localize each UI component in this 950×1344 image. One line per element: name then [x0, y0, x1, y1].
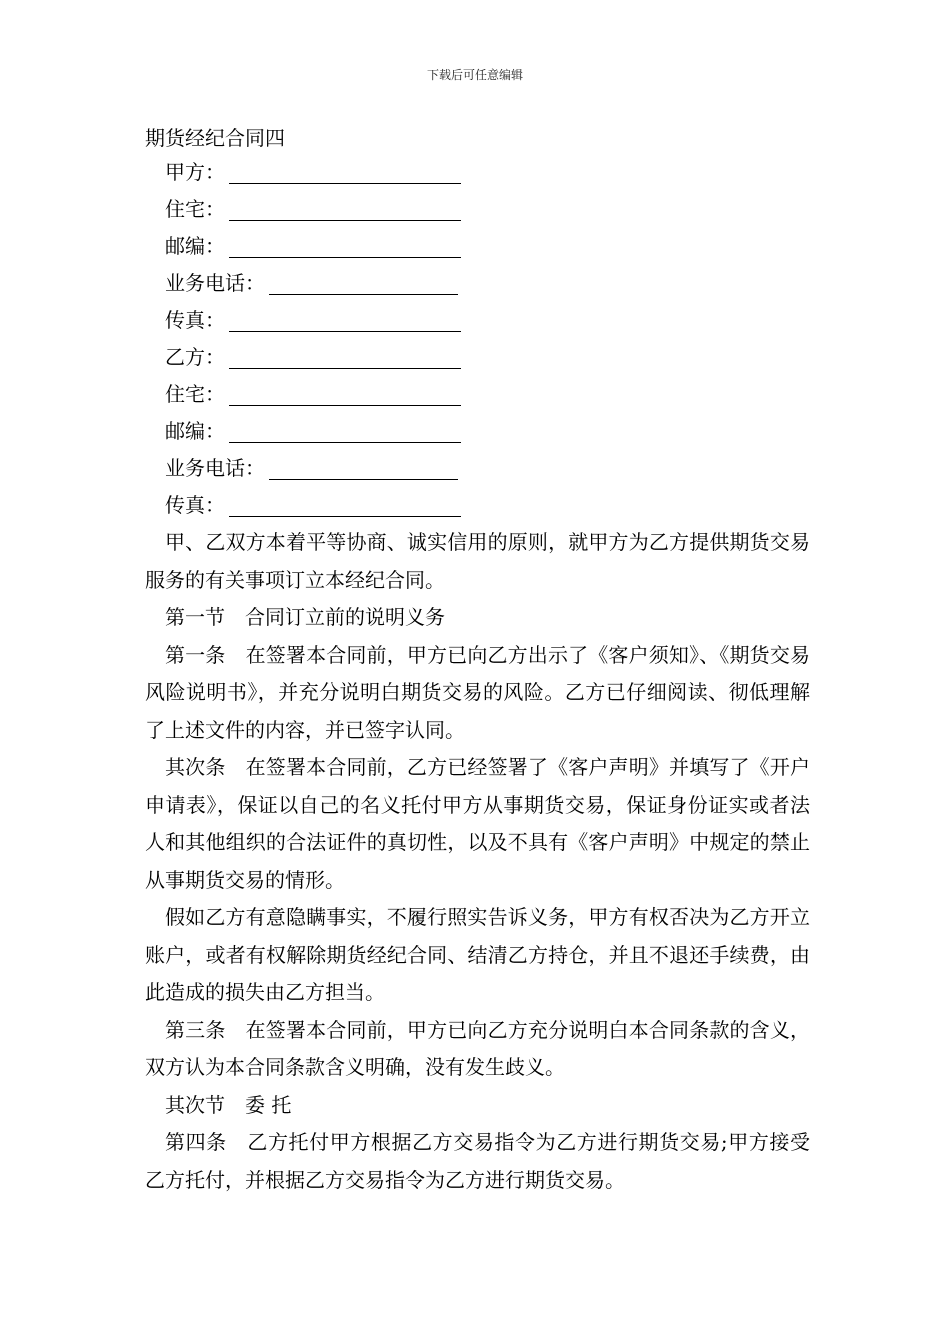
section-title: 合同订立前的说明义务 — [245, 605, 445, 629]
article-3 — [145, 1012, 810, 1087]
fill-in-line — [229, 309, 461, 332]
party-a-phone-field — [165, 265, 810, 302]
article-number: 其次条 — [165, 755, 226, 779]
party-b-name-field — [165, 339, 810, 376]
article-2 — [145, 749, 810, 899]
article-text: 在签署本合同前，乙方已经签署了《客户声明》并填写了《开户申请表》，保证以自己的名义托付甲方从事期货交易，保证身份证实或者法人和其他组织的合法证件的真切性，以及不具有《客户声明》中规定的禁止从事期货交易的情形。 — [145, 755, 811, 892]
field-label: 邮编： — [165, 419, 225, 443]
section-number: 其次节 — [165, 1092, 225, 1117]
party-b-fax-field — [165, 487, 810, 524]
party-a-address-field — [165, 191, 810, 228]
article-text: 乙方托付甲方根据乙方交易指令为乙方进行期货交易;甲方接受乙方托付，并根据乙方交易指令为乙方进行期货交易。 — [145, 1130, 811, 1192]
article-4 — [145, 1124, 810, 1199]
field-label: 住宅： — [165, 197, 225, 221]
fill-in-line — [229, 161, 461, 184]
fill-in-line — [269, 457, 458, 480]
article-text: 在签署本合同前，甲方已向乙方充分说明白本合同条款的含义，双方认为本合同条款含义明确，没有发生歧义。 — [145, 1017, 811, 1079]
field-label: 乙方： — [165, 345, 225, 369]
party-b-phone-field — [165, 450, 810, 487]
party-b-address-field — [165, 376, 810, 413]
fill-in-line — [229, 420, 461, 443]
article-text: 在签署本合同前，甲方已向乙方出示了《客户须知》、《期货交易风险说明书》，并充分说明白期货交易的风险。乙方已仔细阅读、彻低理解了上述文件的内容，并已签字认同。 — [145, 642, 810, 742]
concealment-paragraph: 假如乙方有意隐瞒事实，不履行照实告诉义务，甲方有权否决为乙方开立账户，或者有权解除期货经纪合同、结清乙方持仓，并且不退还手续费，由此造成的损失由乙方担当。 — [145, 905, 810, 1004]
field-label: 住宅： — [165, 382, 225, 406]
article-number: 第一条 — [165, 642, 226, 667]
fill-in-line — [229, 383, 461, 406]
field-label: 业务电话： — [165, 456, 265, 480]
article-number: 第三条 — [165, 1017, 226, 1042]
field-label: 传真： — [165, 308, 225, 332]
section-number: 第一节 — [165, 605, 225, 629]
field-label: 甲方： — [165, 160, 225, 184]
document-title: 期货经纪合同四 — [145, 126, 285, 150]
field-label: 传真： — [165, 493, 225, 517]
party-a-postcode-field — [165, 228, 810, 265]
section-heading-1 — [165, 599, 810, 637]
field-label: 邮编： — [165, 234, 225, 258]
article-1 — [145, 637, 810, 750]
header-note: 下载后可任意编辑 — [426, 68, 523, 82]
fill-in-line — [229, 494, 461, 517]
intro-paragraph: 甲、乙双方本着平等协商、诚实信用的原则，就甲方为乙方提供期货交易服务的有关事项订立本经纪合同。 — [145, 530, 810, 592]
fill-in-line — [229, 346, 461, 369]
contract-body — [145, 122, 810, 1199]
party-b-postcode-field — [165, 413, 810, 450]
section-title: 委 托 — [245, 1092, 292, 1117]
party-a-fax-field — [165, 302, 810, 339]
party-a-name-field — [165, 154, 810, 191]
fill-in-line — [229, 235, 461, 258]
article-number: 第四条 — [165, 1130, 227, 1154]
section-heading-2 — [165, 1087, 810, 1125]
field-label: 业务电话： — [165, 271, 265, 295]
fill-in-line — [269, 272, 458, 295]
fill-in-line — [229, 198, 461, 221]
